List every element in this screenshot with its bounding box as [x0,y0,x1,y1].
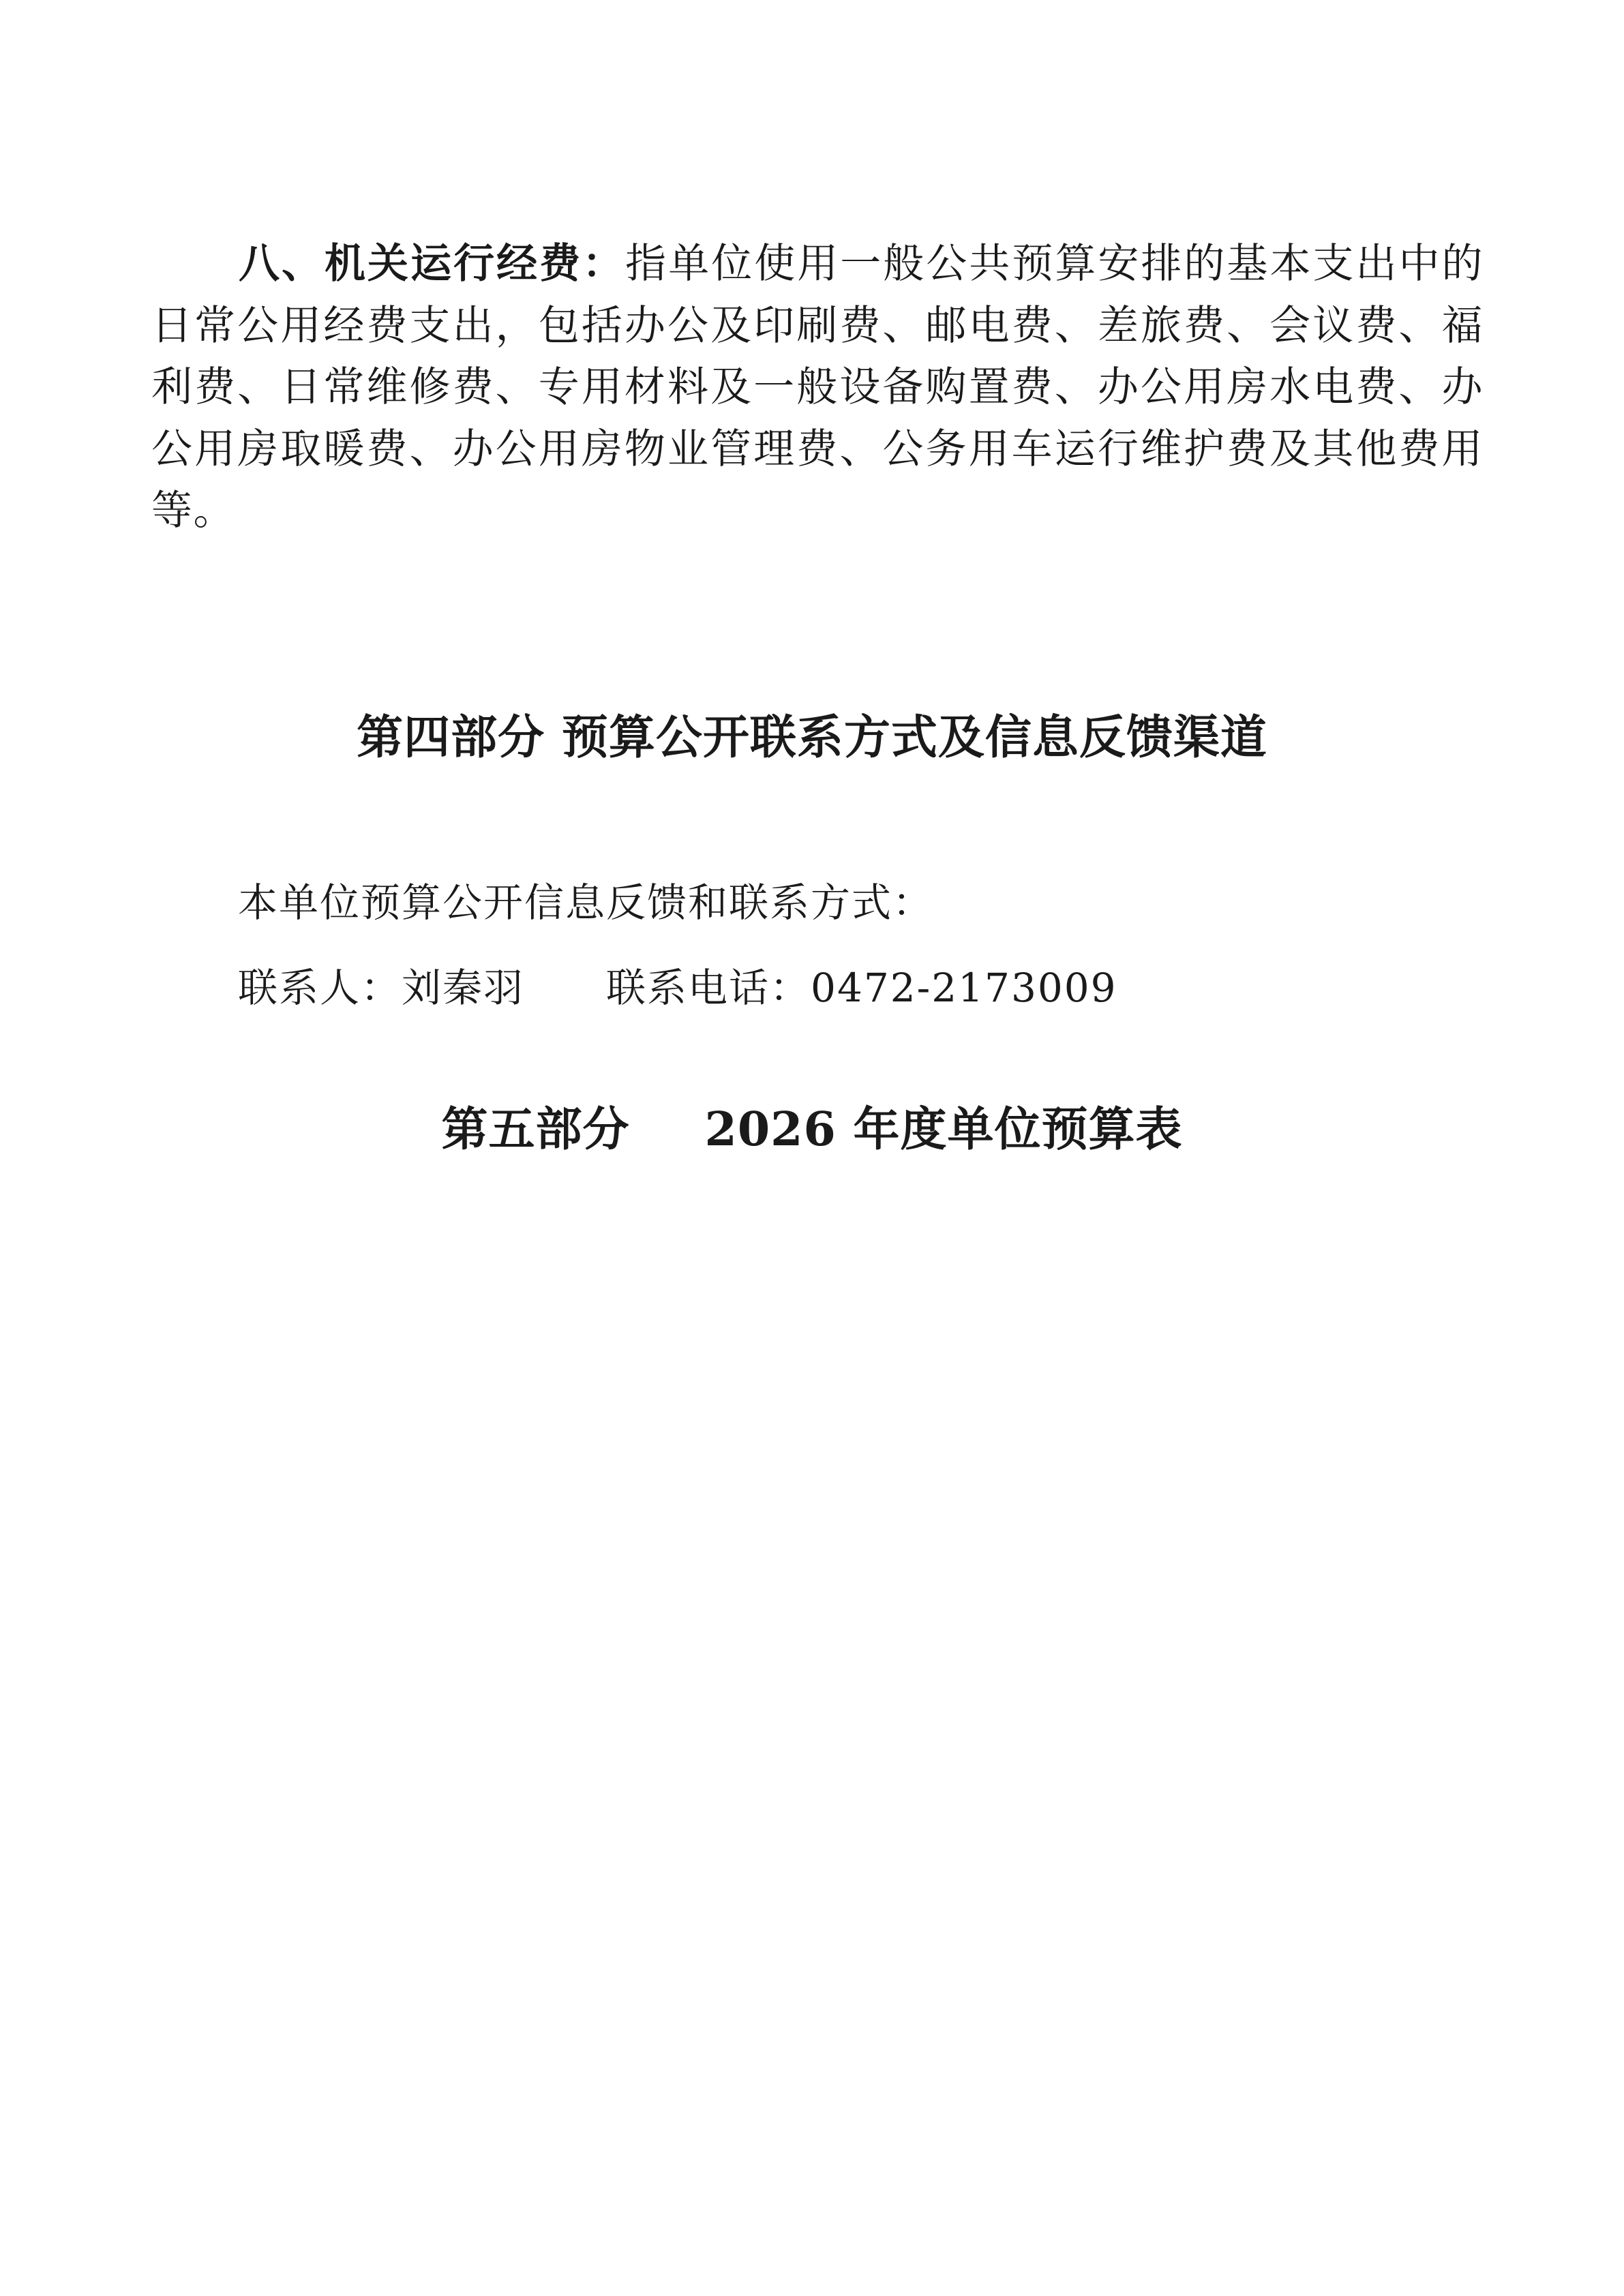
contact-details [238,956,1117,1013]
section8-paragraph [151,233,1484,542]
phone-label: 联系电话： [606,965,811,1011]
section8-definition: 指单位使用一般公共预算安排的基本支出中的日常公用经费支出，包括办公及印刷费、邮电费、差旅费、会议费、福利费、日常维修费、专用材料及一般设备购置费、办公用房水电费、办公用房取暖费、办公用房物业管理费、公务用车运行维护费及其他费用等。 [151,240,1484,534]
contact-person: 刘秦羽 [402,965,525,1011]
part5-heading [0,1093,1624,1159]
contact-intro: 本单位预算公开信息反馈和联系方式： [238,879,934,926]
section8-term: 八、机关运行经费： [239,240,626,288]
part4-heading: 第四部分 预算公开联系方式及信息反馈渠道 [357,710,1267,765]
contact-person-label: 联系人： [238,965,402,1011]
part5-title: 2026 年度单位预算表 [704,1102,1183,1157]
phone-number: 0472-2173009 [811,965,1117,1011]
part5-label: 第五部分 [441,1102,630,1157]
